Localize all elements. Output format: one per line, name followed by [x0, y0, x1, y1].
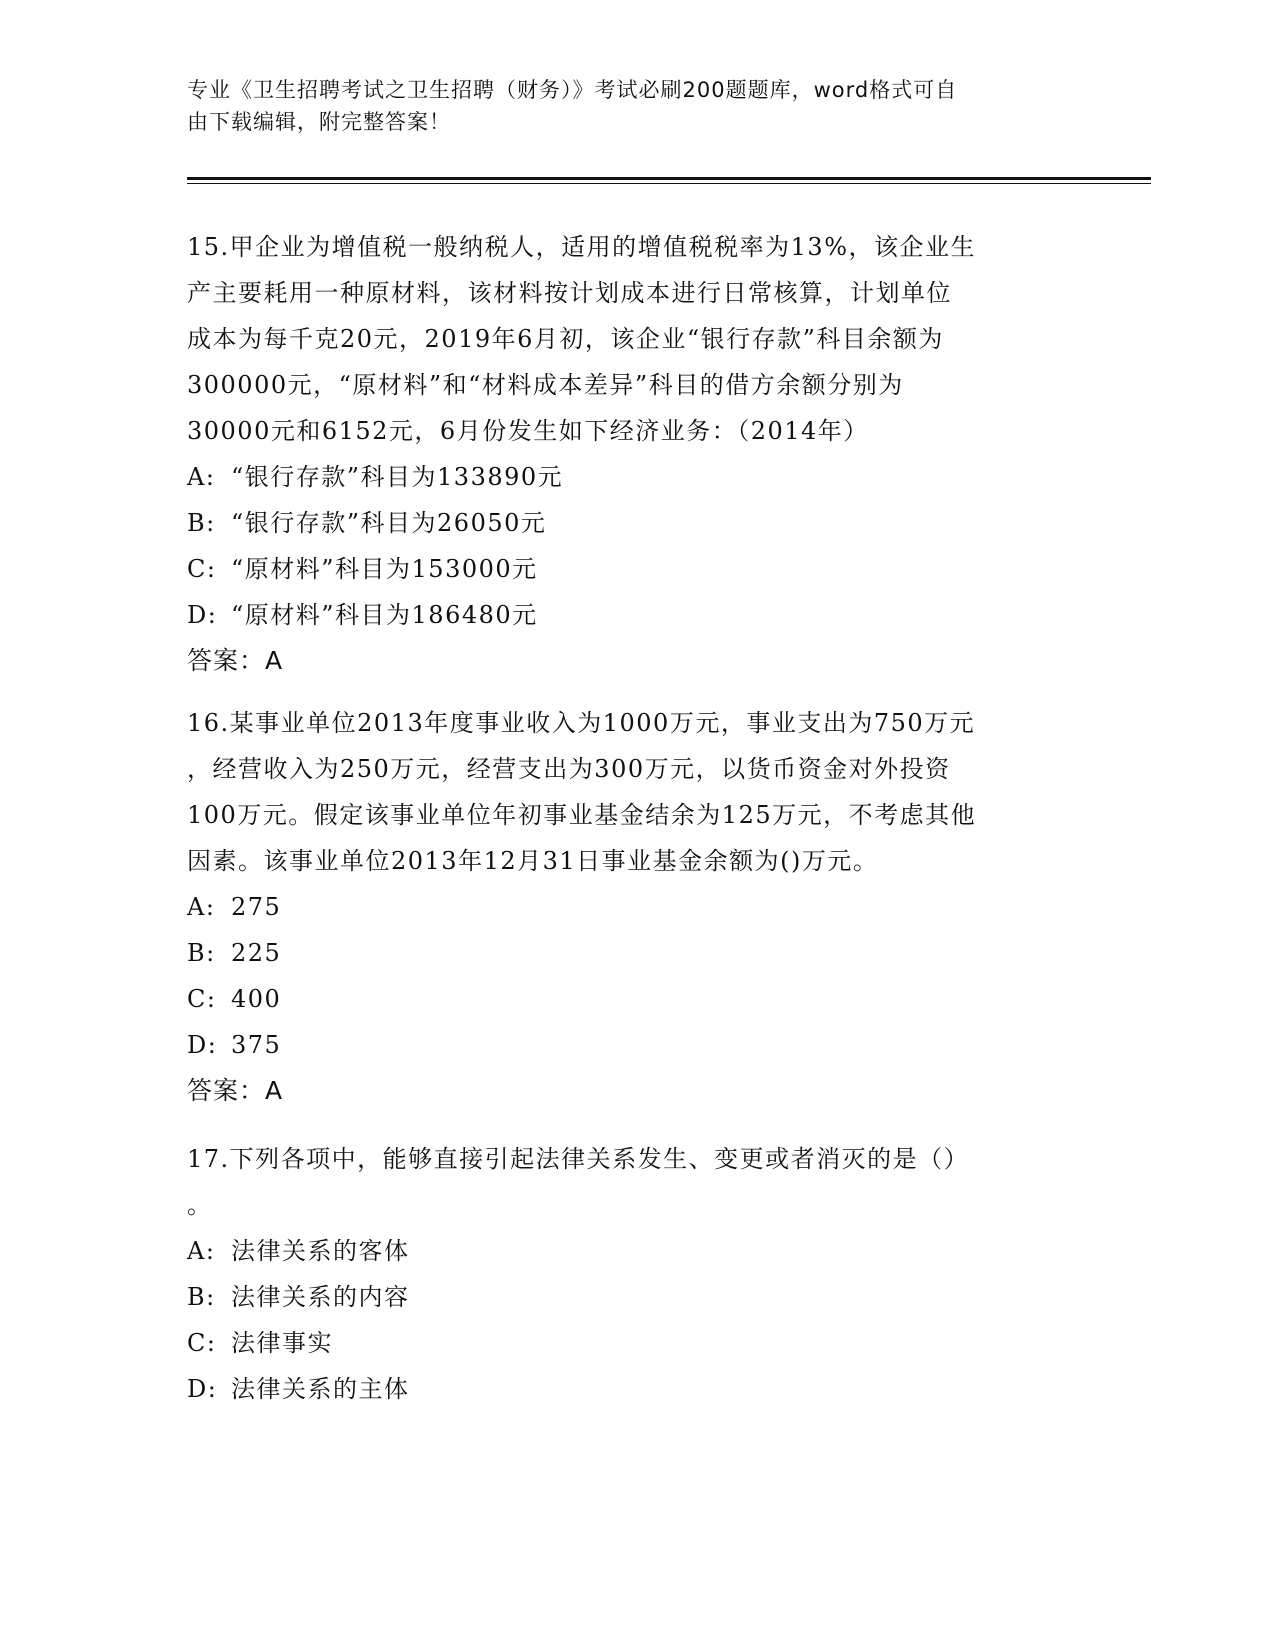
option-letter: A: — [187, 1237, 216, 1265]
option-d — [187, 592, 1087, 638]
question-15 — [187, 224, 1087, 684]
option-text: 375 — [231, 1031, 282, 1059]
option-letter: A: — [187, 463, 216, 491]
question-stem — [187, 700, 1087, 884]
option-letter: D: — [187, 601, 218, 629]
option-a — [187, 1228, 1087, 1274]
option-b — [187, 930, 1087, 976]
document-header — [187, 74, 1087, 138]
option-text: 法律关系的主体 — [231, 1375, 410, 1403]
option-a — [187, 454, 1087, 500]
question-17 — [187, 1136, 1087, 1412]
option-text: 法律事实 — [231, 1329, 333, 1357]
option-c — [187, 546, 1087, 592]
stem-line: 300000元，“原材料”和“材料成本差异”科目的借方余额分别为 — [187, 371, 904, 399]
option-c — [187, 976, 1087, 1022]
answer-label: 答案：A — [187, 646, 284, 675]
option-c — [187, 1320, 1087, 1366]
option-letter: A: — [187, 893, 216, 921]
option-text: 法律关系的内容 — [231, 1283, 410, 1311]
option-letter: C: — [187, 1329, 217, 1357]
option-letter: B: — [187, 939, 216, 967]
option-text: 400 — [231, 985, 282, 1013]
stem-line: ，经营收入为250万元，经营支出为300万元，以货币资金对外投资 — [187, 755, 951, 783]
answer-label: 答案：A — [187, 1076, 284, 1105]
option-text: 法律关系的客体 — [231, 1237, 410, 1265]
question-stem — [187, 224, 1087, 454]
option-letter: D: — [187, 1375, 218, 1403]
option-text: “银行存款”科目为26050元 — [231, 509, 547, 537]
stem-line: 。 — [187, 1191, 213, 1219]
question-stem — [187, 1136, 1087, 1228]
option-text: “银行存款”科目为133890元 — [231, 463, 564, 491]
stem-line: 产主要耗用一种原材料，该材料按计划成本进行日常核算，计划单位 — [187, 279, 952, 307]
option-letter: C: — [187, 555, 217, 583]
header-rule-thin — [187, 183, 1151, 184]
stem-line: 15.甲企业为增值税一般纳税人，适用的增值税税率为13%，该企业生 — [187, 233, 977, 261]
option-letter: B: — [187, 509, 216, 537]
option-a — [187, 884, 1087, 930]
option-letter: B: — [187, 1283, 216, 1311]
option-d — [187, 1366, 1087, 1412]
stem-line: 17.下列各项中，能够直接引起法律关系发生、变更或者消灭的是（） — [187, 1145, 970, 1173]
header-line-1: 专业《卫生招聘考试之卫生招聘（财务）》考试必刷200题题库，word格式可自 — [187, 78, 958, 102]
stem-line: 成本为每千克20元，2019年6月初，该企业“银行存款”科目余额为 — [187, 325, 944, 353]
option-d — [187, 1022, 1087, 1068]
option-text: 225 — [231, 939, 282, 967]
option-text: 275 — [231, 893, 282, 921]
question-16 — [187, 700, 1087, 1114]
stem-line: 因素。该事业单位2013年12月31日事业基金余额为()万元。 — [187, 847, 879, 875]
stem-line: 100万元。假定该事业单位年初事业基金结余为125万元，不考虑其他 — [187, 801, 977, 829]
option-letter: D: — [187, 1031, 218, 1059]
stem-line: 16.某事业单位2013年度事业收入为1000万元，事业支出为750万元 — [187, 709, 976, 737]
header-rule-thick — [187, 177, 1151, 180]
option-letter: C: — [187, 985, 217, 1013]
option-text: “原材料”科目为153000元 — [231, 555, 538, 583]
stem-line: 30000元和6152元，6月份发生如下经济业务：（2014年） — [187, 417, 869, 445]
header-line-2: 由下载编辑，附完整答案！ — [187, 110, 451, 134]
option-b — [187, 1274, 1087, 1320]
option-text: “原材料”科目为186480元 — [231, 601, 538, 629]
option-b — [187, 500, 1087, 546]
